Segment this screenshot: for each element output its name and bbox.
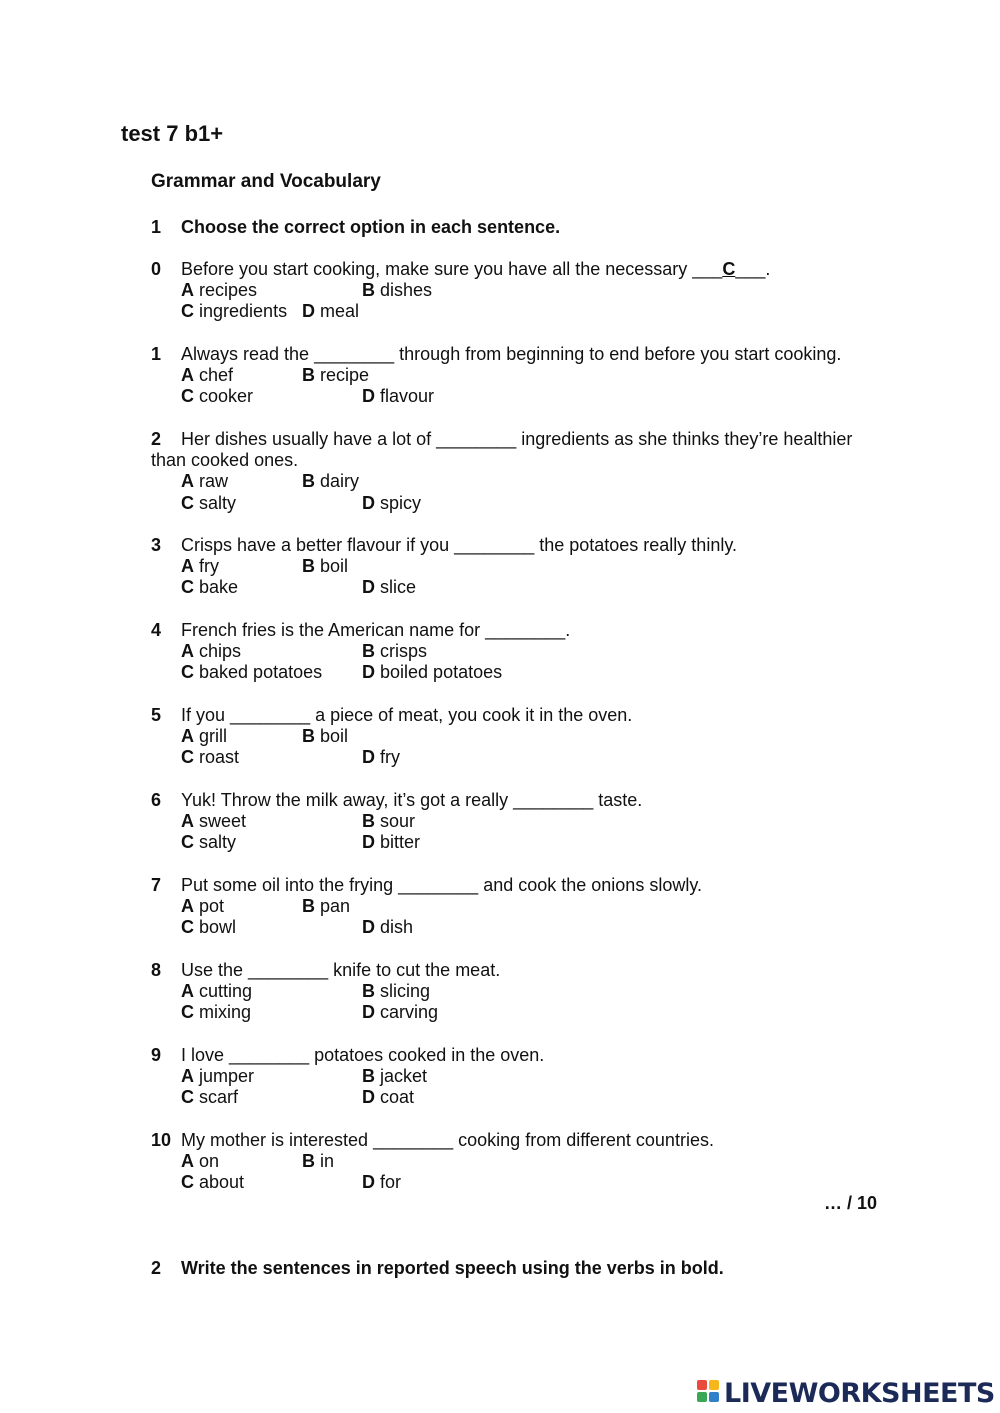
option-c[interactable]: C bake	[181, 577, 239, 598]
question-4	[151, 620, 891, 684]
option-b[interactable]: B in	[302, 1151, 335, 1172]
option-a[interactable]: A recipes	[181, 280, 258, 301]
option-d[interactable]: D bitter	[362, 832, 421, 853]
exercise-instruction: Write the sentences in reported speech using the verbs in bold.	[181, 1258, 724, 1278]
option-d[interactable]: D slice	[362, 577, 417, 598]
question-number: 0	[151, 259, 162, 279]
question-number: 7	[151, 875, 162, 895]
score-total: … / 10	[824, 1193, 878, 1213]
question-number: 10	[151, 1130, 172, 1150]
option-b[interactable]: B recipe	[302, 365, 370, 386]
option-a[interactable]: A chef	[181, 365, 234, 386]
question-stem: If you ________ a piece of meat, you cook it in the oven.	[181, 705, 633, 725]
exercise-instruction: Choose the correct option in each sentence.	[181, 217, 561, 237]
option-d[interactable]: D meal	[302, 301, 360, 322]
option-a[interactable]: A raw	[181, 471, 229, 492]
option-d[interactable]: D dish	[362, 917, 414, 938]
option-c[interactable]: C about	[181, 1172, 245, 1193]
question-stem: I love ________ potatoes cooked in the oven.	[181, 1045, 545, 1065]
option-d[interactable]: D carving	[362, 1002, 439, 1023]
option-a[interactable]: A fry	[181, 556, 220, 577]
question-stem: Crisps have a better flavour if you ________ the potatoes really thinly.	[181, 535, 737, 555]
question-stem: Use the ________ knife to cut the meat.	[181, 960, 501, 980]
option-b[interactable]: B boil	[302, 556, 349, 577]
option-a[interactable]: A pot	[181, 896, 225, 917]
option-a[interactable]: A on	[181, 1151, 220, 1172]
option-b[interactable]: B boil	[302, 726, 349, 747]
question-5	[151, 705, 891, 769]
question-1	[151, 344, 891, 408]
question-number: 5	[151, 705, 162, 725]
option-d[interactable]: D flavour	[362, 386, 435, 407]
section-heading: Grammar and Vocabulary	[151, 171, 381, 192]
question-3	[151, 535, 891, 599]
option-b[interactable]: B pan	[302, 896, 351, 917]
exercise-number: 2	[151, 1258, 162, 1278]
question-stem: Her dishes usually have a lot of ________ ingredients as she thinks they’re healthier than cooked ones.	[151, 429, 853, 471]
exercise-1-heading	[151, 217, 560, 238]
option-a[interactable]: A sweet	[181, 811, 247, 832]
question-number: 4	[151, 620, 162, 640]
option-c[interactable]: C salty	[181, 832, 237, 853]
option-d[interactable]: D coat	[362, 1087, 415, 1108]
option-a[interactable]: A grill	[181, 726, 228, 747]
option-b[interactable]: B jacket	[362, 1066, 428, 1087]
page-title: test 7 b1+	[121, 121, 224, 146]
question-10	[151, 1130, 891, 1194]
question-stem: Before you start cooking, make sure you have all the necessary ___C___.	[181, 259, 771, 279]
option-c[interactable]: C bowl	[181, 917, 237, 938]
option-c[interactable]: C roast	[181, 747, 240, 768]
question-number: 9	[151, 1045, 162, 1065]
option-a[interactable]: A cutting	[181, 981, 253, 1002]
option-c[interactable]: C scarf	[181, 1087, 239, 1108]
question-number: 3	[151, 535, 162, 555]
question-9	[151, 1045, 891, 1109]
logo-text: LIVEWORKSHEETS	[724, 1377, 995, 1409]
question-number: 6	[151, 790, 162, 810]
option-c[interactable]: C baked potatoes	[181, 662, 323, 683]
question-8	[151, 960, 891, 1024]
question-2	[151, 429, 876, 514]
logo-blocks-icon	[697, 1380, 721, 1406]
option-c[interactable]: C mixing	[181, 1002, 252, 1023]
option-b[interactable]: B crisps	[362, 641, 428, 662]
liveworksheets-logo	[697, 1377, 995, 1409]
option-d[interactable]: D spicy	[362, 492, 422, 513]
exercise-number: 1	[151, 217, 162, 237]
option-c[interactable]: C salty	[181, 492, 237, 513]
question-stem: Put some oil into the frying ________ and cook the onions slowly.	[181, 875, 702, 895]
option-b[interactable]: B slicing	[362, 981, 431, 1002]
option-d[interactable]: D for	[362, 1172, 402, 1193]
example-answer: C	[722, 259, 736, 279]
option-c[interactable]: C ingredients	[181, 301, 288, 322]
question-stem: French fries is the American name for ________.	[181, 620, 571, 640]
question-stem: Yuk! Throw the milk away, it’s got a really ________ taste.	[181, 790, 643, 810]
question-6	[151, 790, 891, 854]
question-0	[151, 259, 891, 323]
option-c[interactable]: C cooker	[181, 386, 254, 407]
question-number: 1	[151, 344, 162, 364]
question-7	[151, 875, 891, 939]
option-b[interactable]: B dairy	[302, 471, 360, 492]
question-stem: Always read the ________ through from beginning to end before you start cooking.	[181, 344, 842, 364]
option-d[interactable]: D fry	[362, 747, 401, 768]
option-a[interactable]: A chips	[181, 641, 242, 662]
exercise-2-heading	[151, 1258, 724, 1279]
question-number: 8	[151, 960, 162, 980]
option-d[interactable]: D boiled potatoes	[362, 662, 503, 683]
option-a[interactable]: A jumper	[181, 1066, 255, 1087]
question-number: 2	[151, 429, 162, 449]
option-b[interactable]: B dishes	[362, 280, 433, 301]
question-stem: My mother is interested ________ cooking from different countries.	[181, 1130, 714, 1150]
option-b[interactable]: B sour	[362, 811, 416, 832]
